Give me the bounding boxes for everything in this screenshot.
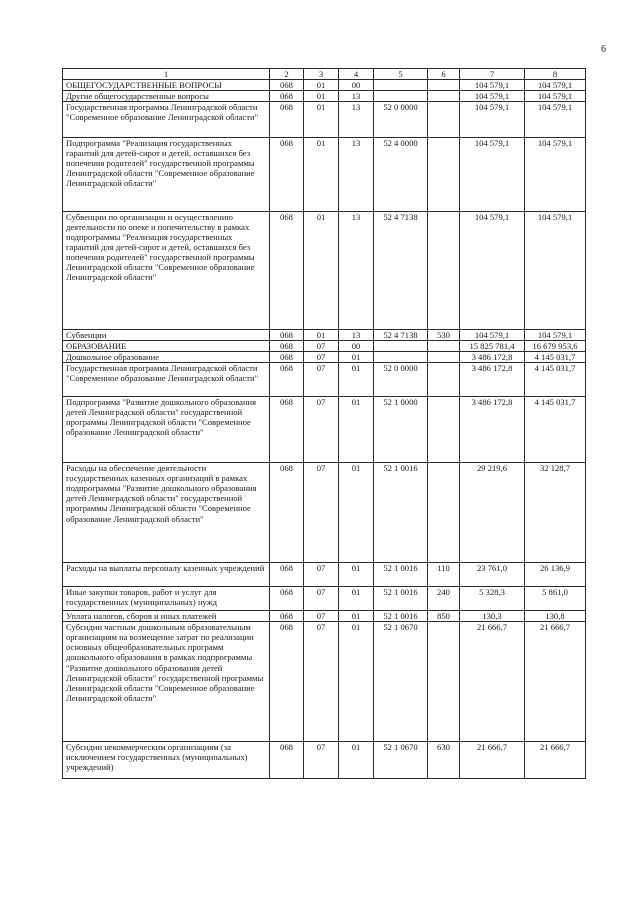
row-name-cell: Государственная программа Ленинградской области "Современное образование Ленинградской области": [63, 102, 270, 138]
row-name-cell: Расходы на обеспечение деятельности государственных казенных организаций в рамках подпрограммы "Развитие дошкольного образования детей Ленинградской области" государственной программы Ленинградской области "Современное образование Ленинградской области": [63, 463, 270, 563]
row-c2-cell: 068: [270, 212, 304, 330]
row-c8-cell: 26 136,9: [525, 563, 586, 587]
row-name-cell: Расходы на выплаты персоналу казенных учреждений: [63, 563, 270, 587]
header-cell: 7: [460, 69, 525, 80]
row-name-cell: Дошкольное образование: [63, 352, 270, 363]
row-name-cell: Субвенции по организации и осуществлению деятельности по опеке и попечительству в рамках подпрограммы "Реализация государственных гарантий для детей-сирот и детей, оставшихся без попечения родителей" государственной программы Ленинградской области "Современное образование Ленинградской области": [63, 212, 270, 330]
table-row: [63, 138, 586, 212]
row-c2-cell: 068: [270, 352, 304, 363]
row-c8-cell: 130,8: [525, 611, 586, 622]
row-c2-cell: 068: [270, 91, 304, 102]
table-row: [63, 91, 586, 102]
row-c8-cell: 104 579,1: [525, 138, 586, 212]
row-c2-cell: 068: [270, 341, 304, 352]
row-c4-cell: 01: [339, 363, 374, 397]
row-c4-cell: 01: [339, 352, 374, 363]
row-c8-cell: 4 145 031,7: [525, 363, 586, 397]
row-c5-cell: 52 1 0016: [374, 463, 428, 563]
row-c5-cell: [374, 80, 428, 91]
row-c8-cell: 32 128,7: [525, 463, 586, 563]
row-c3-cell: 01: [304, 330, 339, 341]
row-c5-cell: 52 1 0016: [374, 611, 428, 622]
row-c5-cell: [374, 352, 428, 363]
row-c8-cell: 4 145 031,7: [525, 397, 586, 463]
row-c3-cell: 01: [304, 138, 339, 212]
row-c4-cell: 01: [339, 622, 374, 742]
row-c6-cell: [428, 352, 460, 363]
header-cell: 4: [339, 69, 374, 80]
row-c4-cell: 01: [339, 611, 374, 622]
page-number: 6: [601, 44, 606, 55]
row-c3-cell: 07: [304, 341, 339, 352]
row-c4-cell: 13: [339, 212, 374, 330]
row-c3-cell: 01: [304, 102, 339, 138]
row-c7-cell: 3 486 172,8: [460, 397, 525, 463]
row-c2-cell: 068: [270, 330, 304, 341]
row-c5-cell: 52 4 0000: [374, 138, 428, 212]
row-c8-cell: 104 579,1: [525, 330, 586, 341]
row-c5-cell: 52 1 0670: [374, 622, 428, 742]
row-name-cell: Государственная программа Ленинградской области "Современное образование Ленинградской области": [63, 363, 270, 397]
row-name-cell: Субсидии некоммерческим организациям (за исключением государственных (муниципальных) учреждений): [63, 742, 270, 779]
table-body: [63, 80, 586, 779]
table-header-row: [63, 69, 586, 80]
row-c6-cell: [428, 341, 460, 352]
row-c4-cell: 00: [339, 341, 374, 352]
row-c7-cell: 104 579,1: [460, 102, 525, 138]
row-c5-cell: 52 4 7138: [374, 212, 428, 330]
row-c5-cell: 52 1 0016: [374, 563, 428, 587]
header-cell: 8: [525, 69, 586, 80]
row-c4-cell: 13: [339, 138, 374, 212]
row-c8-cell: 16 679 953,6: [525, 341, 586, 352]
table-row: [63, 341, 586, 352]
row-c2-cell: 068: [270, 138, 304, 212]
row-name-cell: ОБРАЗОВАНИЕ: [63, 341, 270, 352]
row-c3-cell: 07: [304, 352, 339, 363]
row-c6-cell: [428, 622, 460, 742]
row-c5-cell: 52 1 0000: [374, 397, 428, 463]
table-row: [63, 80, 586, 91]
row-c6-cell: [428, 91, 460, 102]
row-c2-cell: 068: [270, 622, 304, 742]
row-c6-cell: [428, 138, 460, 212]
row-c6-cell: 240: [428, 587, 460, 611]
row-c7-cell: 104 579,1: [460, 212, 525, 330]
row-name-cell: Иные закупки товаров, работ и услуг для государственных (муниципальных) нужд: [63, 587, 270, 611]
header-cell: 5: [374, 69, 428, 80]
row-c6-cell: 110: [428, 563, 460, 587]
row-c7-cell: 104 579,1: [460, 330, 525, 341]
row-c8-cell: 104 579,1: [525, 102, 586, 138]
row-c2-cell: 068: [270, 363, 304, 397]
row-c8-cell: 4 145 031,7: [525, 352, 586, 363]
row-c3-cell: 07: [304, 622, 339, 742]
row-c7-cell: 104 579,1: [460, 80, 525, 91]
row-c6-cell: [428, 363, 460, 397]
row-c7-cell: 104 579,1: [460, 138, 525, 212]
row-c7-cell: 130,3: [460, 611, 525, 622]
row-c7-cell: 21 666,7: [460, 622, 525, 742]
header-cell: 1: [63, 69, 270, 80]
row-c6-cell: [428, 397, 460, 463]
row-c7-cell: 3 486 172,8: [460, 352, 525, 363]
row-c5-cell: [374, 91, 428, 102]
row-c4-cell: 13: [339, 102, 374, 138]
row-c7-cell: 5 328,3: [460, 587, 525, 611]
table-row: [63, 587, 586, 611]
row-c3-cell: 01: [304, 212, 339, 330]
row-c4-cell: 00: [339, 80, 374, 91]
row-name-cell: Подпрограмма "Реализация государственных гарантий для детей-сирот и детей, оставшихся без попечения родителей" государственной программы Ленинградской области "Современное образование Ленинградской области": [63, 138, 270, 212]
row-c2-cell: 068: [270, 463, 304, 563]
row-c3-cell: 07: [304, 463, 339, 563]
table-row: [63, 611, 586, 622]
table-row: [63, 463, 586, 563]
row-name-cell: Уплата налогов, сборов и иных платежей: [63, 611, 270, 622]
row-c2-cell: 068: [270, 587, 304, 611]
row-c6-cell: 850: [428, 611, 460, 622]
row-c3-cell: 07: [304, 587, 339, 611]
row-c3-cell: 07: [304, 563, 339, 587]
row-name-cell: Субвенции: [63, 330, 270, 341]
header-cell: 6: [428, 69, 460, 80]
row-c6-cell: 630: [428, 742, 460, 779]
row-c5-cell: [374, 341, 428, 352]
row-c8-cell: 5 861,0: [525, 587, 586, 611]
row-name-cell: Другие общегосударственные вопросы: [63, 91, 270, 102]
row-c6-cell: [428, 80, 460, 91]
row-c5-cell: 52 1 0016: [374, 587, 428, 611]
row-c6-cell: 530: [428, 330, 460, 341]
row-c7-cell: 29 219,6: [460, 463, 525, 563]
row-c7-cell: 15 825 781,4: [460, 341, 525, 352]
row-c8-cell: 21 666,7: [525, 622, 586, 742]
row-c8-cell: 21 666,7: [525, 742, 586, 779]
row-c3-cell: 01: [304, 80, 339, 91]
row-c2-cell: 068: [270, 102, 304, 138]
budget-table: [62, 68, 586, 779]
row-c7-cell: 3 486 172,8: [460, 363, 525, 397]
header-cell: 3: [304, 69, 339, 80]
row-c3-cell: 07: [304, 611, 339, 622]
row-c4-cell: 13: [339, 330, 374, 341]
row-name-cell: Субсидии частным дошкольным образовательным организациям на возмещение затрат по реализации основных общеобразовательных программ дошкольного образования в рамках подпрограммы "Развитие дошкольного образования детей Ленинградской области" государственной программы Ленинградской области "Современное образование Ленинградской области": [63, 622, 270, 742]
row-name-cell: ОБЩЕГОСУДАРСТВЕННЫЕ ВОПРОСЫ: [63, 80, 270, 91]
table-row: [63, 102, 586, 138]
row-c3-cell: 07: [304, 742, 339, 779]
row-c4-cell: 13: [339, 91, 374, 102]
row-c7-cell: 23 761,0: [460, 563, 525, 587]
row-c7-cell: 21 666,7: [460, 742, 525, 779]
row-c6-cell: [428, 212, 460, 330]
table-row: [63, 742, 586, 779]
row-c2-cell: 068: [270, 397, 304, 463]
row-c8-cell: 104 579,1: [525, 91, 586, 102]
row-c3-cell: 01: [304, 91, 339, 102]
row-c7-cell: 104 579,1: [460, 91, 525, 102]
row-c5-cell: 52 0 0000: [374, 363, 428, 397]
row-c5-cell: 52 4 7138: [374, 330, 428, 341]
row-c8-cell: 104 579,1: [525, 80, 586, 91]
row-c2-cell: 068: [270, 611, 304, 622]
row-c4-cell: 01: [339, 587, 374, 611]
table-row: [63, 212, 586, 330]
row-name-cell: Подпрограмма "Развитие дошкольного образования детей Ленинградской области" государственной программы Ленинградской области "Современное образование Ленинградской области": [63, 397, 270, 463]
row-c8-cell: 104 579,1: [525, 212, 586, 330]
table-row: [63, 330, 586, 341]
table-row: [63, 563, 586, 587]
header-cell: 2: [270, 69, 304, 80]
row-c6-cell: [428, 463, 460, 563]
row-c2-cell: 068: [270, 742, 304, 779]
row-c5-cell: 52 0 0000: [374, 102, 428, 138]
table-row: [63, 352, 586, 363]
row-c2-cell: 068: [270, 80, 304, 91]
row-c3-cell: 07: [304, 363, 339, 397]
row-c2-cell: 068: [270, 563, 304, 587]
table-row: [63, 397, 586, 463]
row-c4-cell: 01: [339, 742, 374, 779]
table-row: [63, 363, 586, 397]
row-c5-cell: 52 1 0670: [374, 742, 428, 779]
row-c3-cell: 07: [304, 397, 339, 463]
table-row: [63, 622, 586, 742]
row-c6-cell: [428, 102, 460, 138]
row-c4-cell: 01: [339, 397, 374, 463]
row-c4-cell: 01: [339, 463, 374, 563]
row-c4-cell: 01: [339, 563, 374, 587]
